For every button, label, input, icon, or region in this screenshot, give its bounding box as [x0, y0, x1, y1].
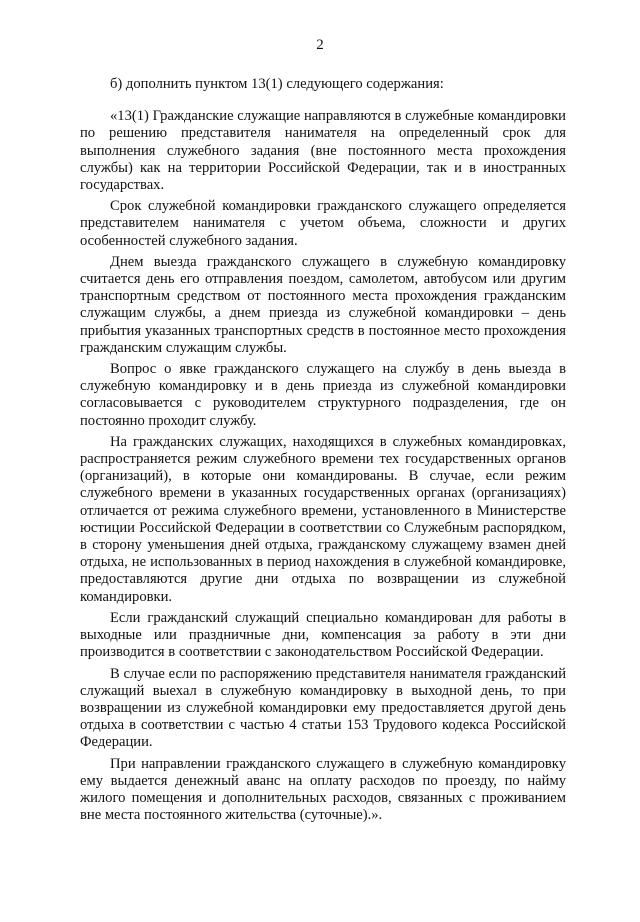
paragraph-trip-duration: Срок служебной командировки гражданского служащего определяется представителем нанимателя с учетом объема, сложности и других особенностей служебного задания.	[80, 198, 566, 249]
amendment-heading: б) дополнить пунктом 13(1) следующего содержания:	[110, 76, 444, 92]
paragraph-weekend-work: Если гражданский служащий специально командирован для работы в выходные или праздничные дни, компенсация за работу в эти дни производится в соответствии с законодательством Российской Федерации.	[80, 609, 566, 661]
document-body	[80, 76, 566, 828]
paragraph-weekend-departure: В случае если по распоряжению представителя нанимателя гражданский служащий выехал в служебную командировку в выходной день, то при возвращении из служебной командировки ему предоставляется другой день отдыха в соответствии с частью 4 статьи 153 Трудового кодекса Российской Федерации.	[80, 665, 566, 751]
paragraph-13-1: «13(1) Гражданские служащие направляются в служебные командировки по решению представителя нанимателя на определенный срок для выполнения служебного задания (вне постоянного места прохождения службы) как на территории Российской Федерации, так и в иностранных государствах.	[80, 108, 566, 194]
paragraph-attendance-question: Вопрос о явке гражданского служащего на службу в день выезда в служебную командировку и в день приезда из служебной командировки согласовывается с руководителем структурного подразделения, где он постоянно проходит службу.	[80, 361, 566, 429]
paragraph-cash-advance: При направлении гражданского служащего в служебную командировку ему выдается денежный аванс на оплату расходов по проезду, по найму жилого помещения и дополнительных расходов, связанных с проживанием вне места постоянного жительства (суточные).».	[80, 755, 566, 824]
paragraph-departure-day: Днем выезда гражданского служащего в служебную командировку считается день его отправления поездом, самолетом, автобусом или другим транспортным средством от постоянного места прохождения гражданским служащим службы, а днем приезда из служебной командировки – день прибытия указанных транспортных средств в постоянное место прохождения гражданским служащим службы.	[80, 253, 566, 356]
paragraph-working-time-regime: На гражданских служащих, находящихся в служебных командировках, распространяется режим служебного времени тех государственных органов (организаций), в которые они командированы. В случае, если режим служебного времени в указанных государственных органах (организациях) отличается от режима служебного времени, установленного в Министерстве юстиции Российской Федерации в соответствии со Служебным распорядком, в сторону уменьшения дней отдыха, гражданскому служащему взамен дней отдыха, не использованных в период нахождения в служебной командировке, предоставляются другие дни отдыха по возвращении из служебной командировки.	[80, 433, 566, 605]
page-number: 2	[316, 37, 324, 53]
